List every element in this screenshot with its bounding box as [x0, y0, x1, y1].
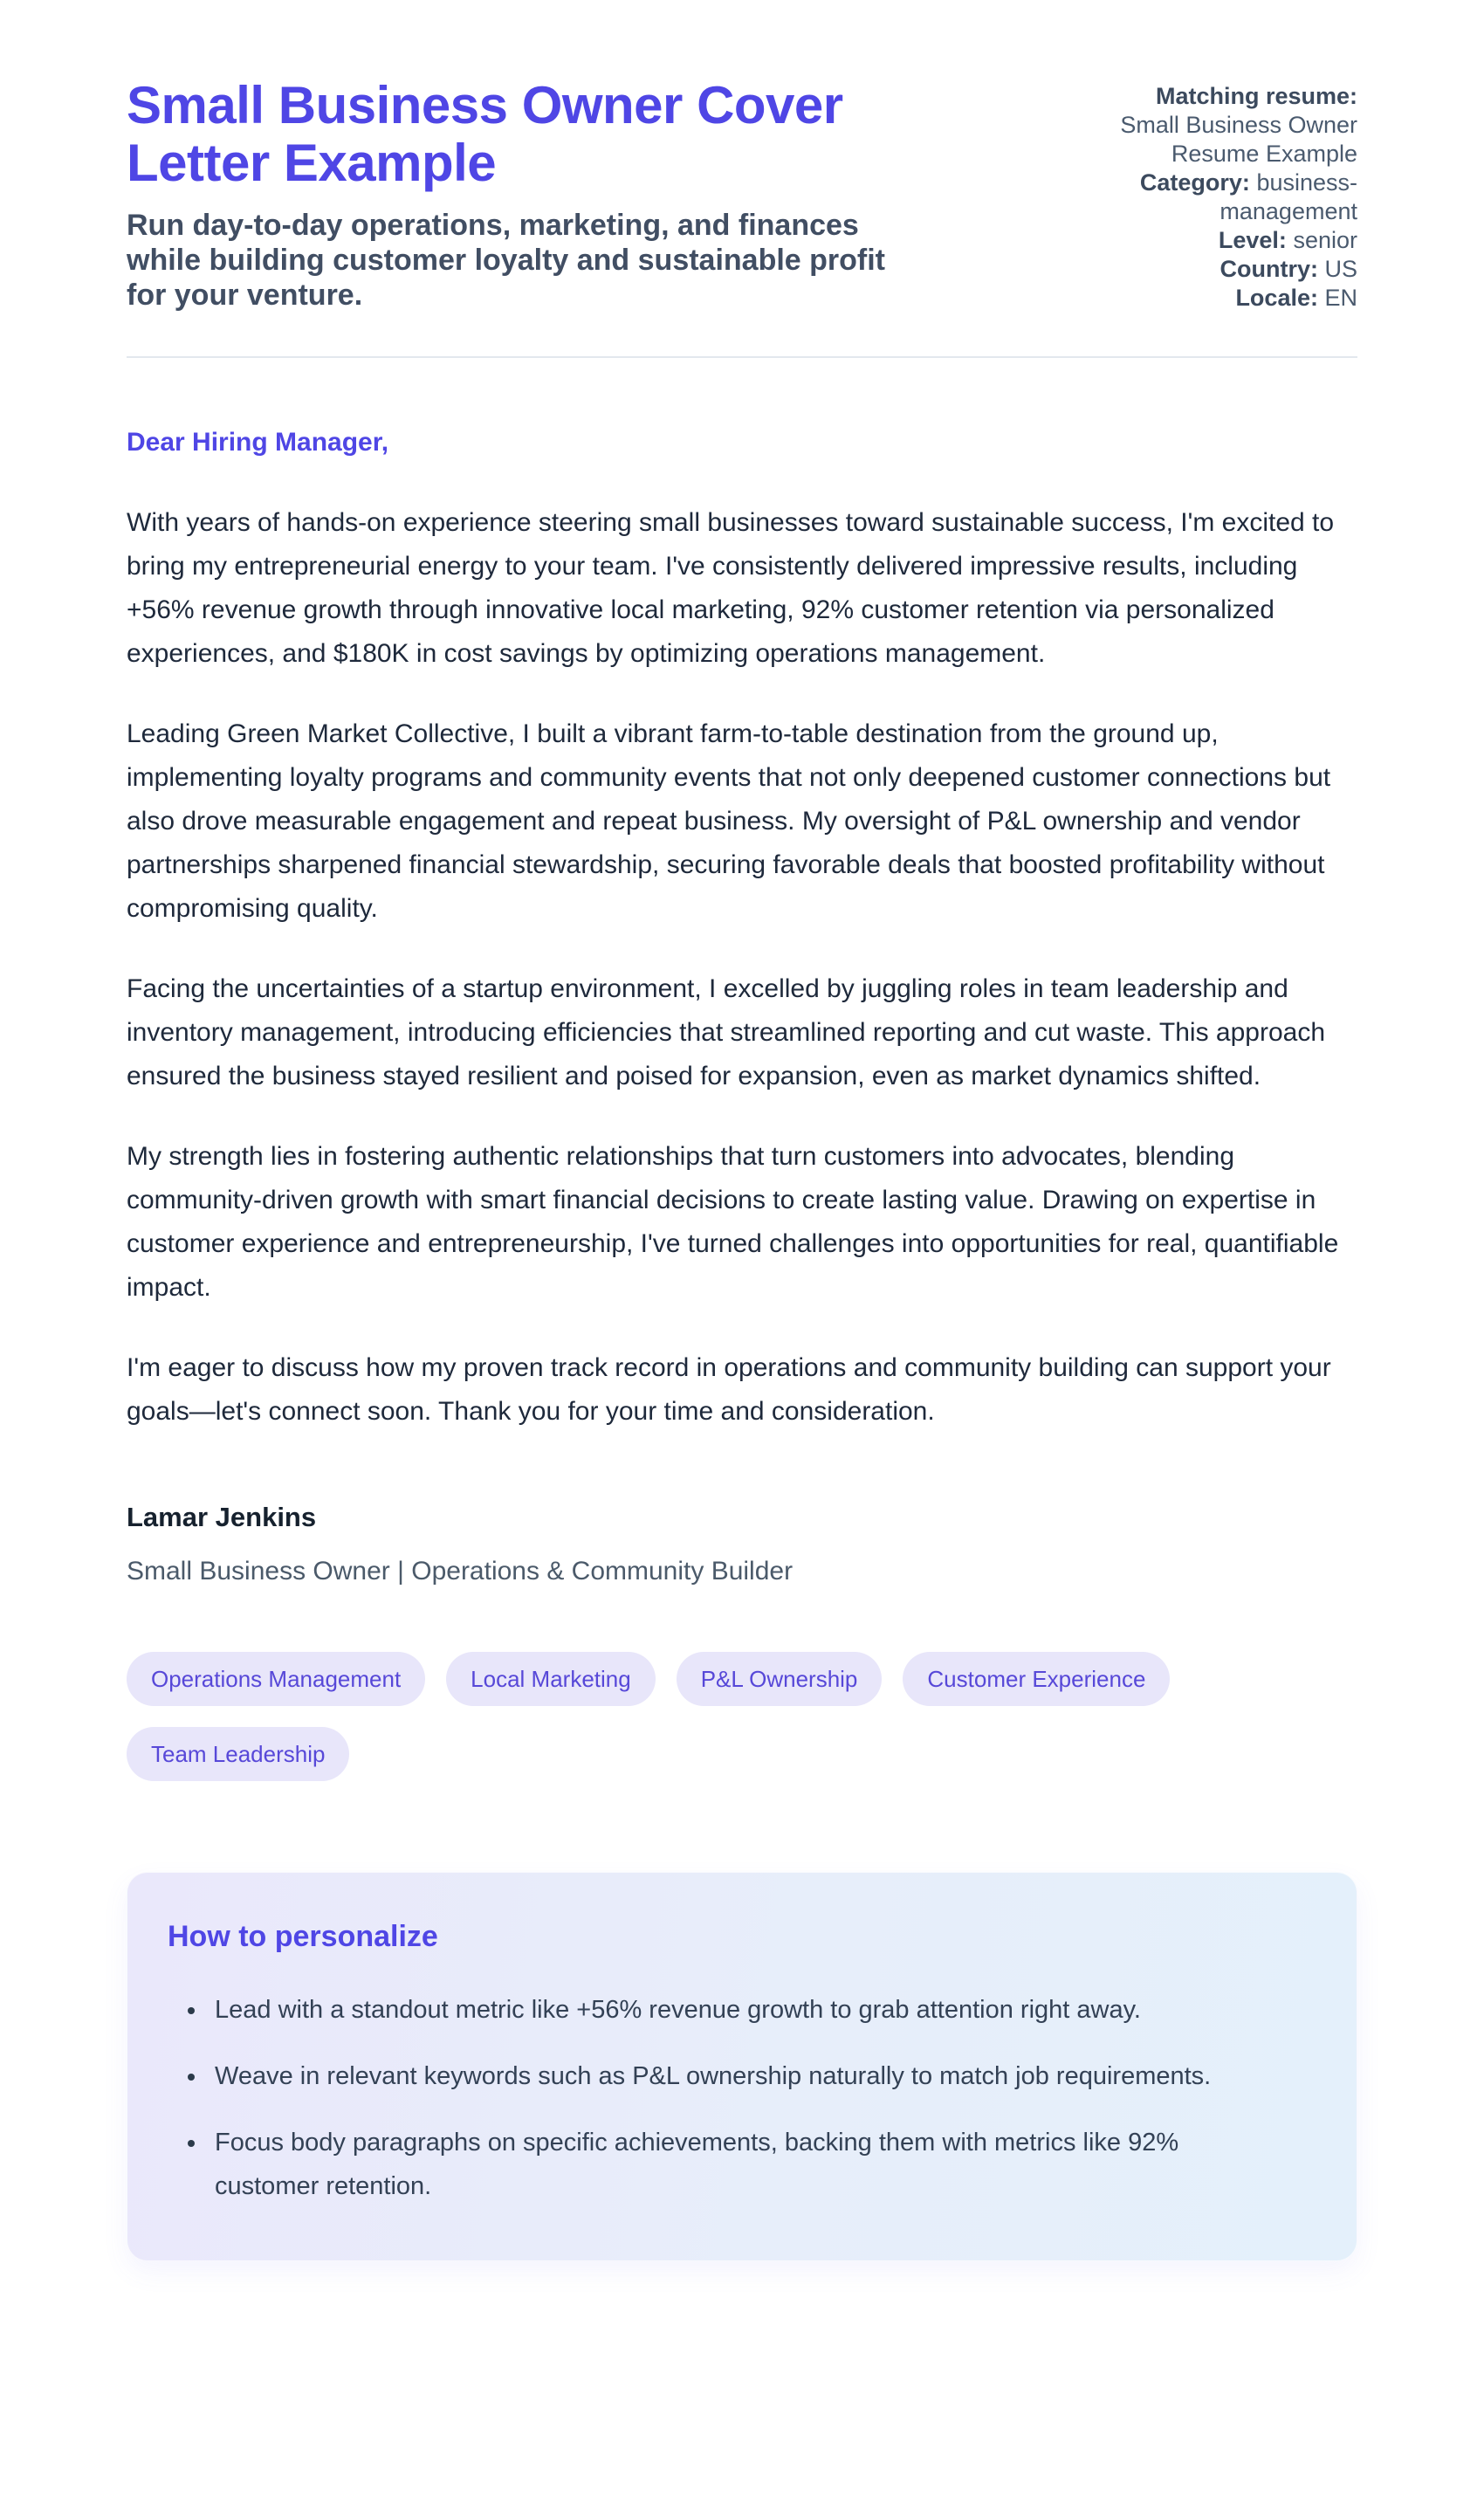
meta-category [1056, 169, 1357, 226]
personalization-tips-box [127, 1872, 1357, 2261]
meta-locale [1056, 284, 1357, 313]
tip-item: • Focus body paragraphs on specific achievements, backing them with metrics like 92% customer retention. [208, 2121, 1238, 2208]
meta-panel [1056, 77, 1357, 313]
meta-level-label: Level: [1218, 227, 1287, 253]
skill-tag: Customer Experience [903, 1652, 1170, 1706]
tips-list [168, 1988, 1311, 2208]
meta-category-value: business-management [1219, 169, 1357, 224]
skill-tags [127, 1652, 1261, 1781]
header-divider [127, 356, 1357, 358]
meta-country-value: US [1324, 256, 1357, 282]
header-title-block [127, 77, 1000, 313]
tip-item: • Weave in relevant keywords such as P&L ownership naturally to match job requirements. [208, 2054, 1238, 2098]
letter-paragraph: My strength lies in fostering authentic relationships that turn customers into advocates, blending community-driven growth with smart financial decisions to create lasting value. Drawing on expertise in customer experience and entrepreneurship, I've turned challenges into opportunities for real, quantifiable impact. [127, 1142, 1339, 1302]
meta-matching-value: Small Business Owner Resume Example [1120, 112, 1357, 167]
meta-country-label: Country: [1219, 256, 1318, 282]
signature-block [127, 1500, 1357, 1589]
letter-paragraph: I'm eager to discuss how my proven track record in operations and community building can support your goals—let's connect soon. Thank you for your time and consideration. [127, 1353, 1331, 1426]
letter-paragraph: With years of hands-on experience steering small businesses toward sustainable success, I'm excited to bring my entrepreneurial energy to your team. I've consistently delivered impressive results, including +56% revenue growth through innovative local marketing, 92% customer retention via personalized experiences, and $180K in cost savings by optimizing operations management. [127, 508, 1335, 668]
skill-tag: Team Leadership [127, 1727, 349, 1781]
meta-category-label: Category: [1139, 169, 1250, 196]
cover-letter-body [127, 421, 1357, 2261]
letter-salutation: Dear Hiring Manager, [127, 428, 389, 457]
page-subtitle: Run day-to-day operations, marketing, and finances while building customer loyalty and sustainable profit for your venture. [127, 209, 886, 312]
skill-tag: Local Marketing [446, 1652, 656, 1706]
meta-matching-label [1056, 82, 1357, 111]
meta-matching-label-text: Matching resume: [1155, 83, 1357, 109]
meta-locale-label: Locale: [1235, 285, 1318, 311]
skill-tag: P&L Ownership [677, 1652, 883, 1706]
meta-level [1056, 226, 1357, 255]
header [127, 77, 1357, 313]
meta-locale-value: EN [1324, 285, 1357, 311]
page-title: Small Business Owner Cover Letter Example [127, 76, 843, 192]
signature-name: Lamar Jenkins [127, 1502, 317, 1532]
meta-country [1056, 255, 1357, 284]
meta-level-value: senior [1293, 227, 1357, 253]
letter-paragraph: Leading Green Market Collective, I built a vibrant farm-to-table destination from the ground up, implementing loyalty programs and community events that not only deepened customer connections but also drove measurable engagement and repeat business. My oversight of P&L ownership and vendor partnerships sharpened financial stewardship, securing favorable deals that boosted profitability without compromising quality. [127, 719, 1331, 923]
signature-role: Small Business Owner | Operations & Community Builder [127, 1557, 794, 1586]
letter-paragraph: Facing the uncertainties of a startup environment, I excelled by juggling roles in team leadership and inventory management, introducing efficiencies that streamlined reporting and cut waste. This approach ensured the business stayed resilient and poised for expansion, even as market dynamics shifted. [127, 974, 1325, 1090]
skill-tag: Operations Management [127, 1652, 425, 1706]
tips-title: How to personalize [168, 1920, 438, 1953]
tip-item: • Lead with a standout metric like +56% revenue growth to grab attention right away. [208, 1988, 1238, 2032]
